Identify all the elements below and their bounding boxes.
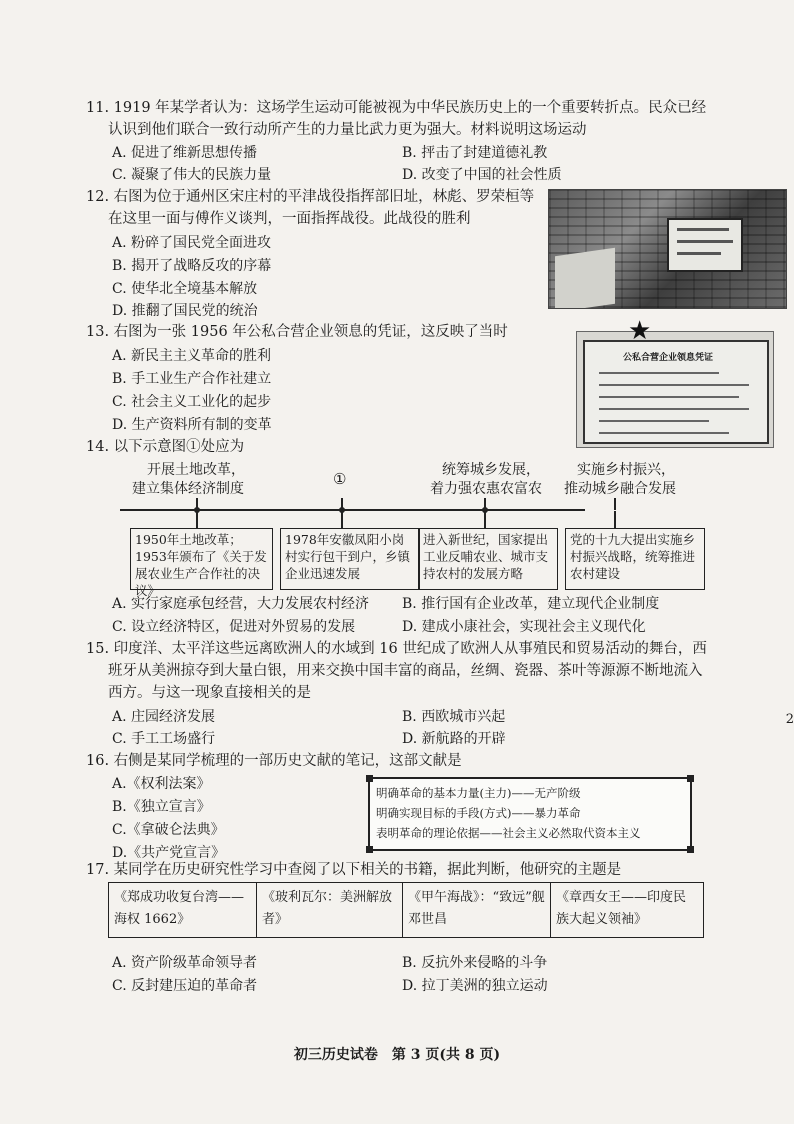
q13-option-d: D. 生产资料所有制的变革 bbox=[112, 417, 272, 433]
q16-option-c: C.《拿破仑法典》 bbox=[112, 822, 225, 838]
q15-option-b: B. 西欧城市兴起 bbox=[402, 709, 506, 725]
q11-option-b: B. 抨击了封建道德礼教 bbox=[402, 145, 548, 161]
q14-option-b: B. 推行国有企业改革，建立现代企业制度 bbox=[402, 596, 660, 612]
q13-option-b: B. 手工业生产合作社建立 bbox=[112, 371, 272, 387]
q13-option-c: C. 社会主义工业化的起步 bbox=[112, 394, 272, 410]
q12-stem-line1: 12. 右图为位于通州区宋庄村的平津战役指挥部旧址，林彪、罗荣桓等 bbox=[86, 189, 535, 205]
timeline-label-1-line2: 建立集体经济制度 bbox=[132, 481, 244, 497]
q12-option-d: D. 推翻了国民党的统治 bbox=[112, 303, 258, 319]
q13-stem-line1: 13. 右图为一张 1956 年公私合营企业领息的凭证，这反映了当时 bbox=[86, 324, 508, 340]
timeline-label-3-line1: 统筹城乡发展， bbox=[442, 462, 540, 478]
edge-page-mark: 2 bbox=[785, 712, 794, 727]
q12-option-a: A. 粉碎了国民党全面进攻 bbox=[112, 235, 272, 251]
timeline-dot-2 bbox=[339, 507, 345, 513]
pin-icon bbox=[687, 846, 694, 853]
q11-option-a: A. 促进了维新思想传播 bbox=[112, 145, 258, 161]
q15-stem-line1: 15. 印度洋、太平洋这些远离欧洲人的水域到 16 世纪成了欧洲人从事殖民和贸易活动的舞台，西 bbox=[86, 641, 707, 657]
q17-option-c: C. 反封建压迫的革命者 bbox=[112, 978, 258, 994]
document-notes-box bbox=[368, 777, 692, 851]
timeline-stem-3 bbox=[484, 511, 486, 528]
q17-option-b: B. 反抗外来侵略的斗争 bbox=[402, 955, 548, 971]
note-line-2: 明确实现目标的手段(方式)——暴力革命 bbox=[376, 806, 581, 820]
q14-option-c: C. 设立经济特区，促进对外贸易的发展 bbox=[112, 619, 356, 635]
timeline-box-1: 1950年土地改革；1953年颁布了《关于发展农业生产合作社的决议》 bbox=[130, 528, 273, 590]
certificate bbox=[583, 340, 769, 444]
q13-option-a: A. 新民主主义革命的胜利 bbox=[112, 348, 272, 364]
q17-option-d: D. 拉丁美洲的独立运动 bbox=[402, 978, 548, 994]
q17-option-a: A. 资产阶级革命领导者 bbox=[112, 955, 258, 971]
timeline-label-3-line2: 着力强农惠农富农 bbox=[430, 481, 542, 497]
q12-stem-line2: 在这里一面与傅作义谈判，一面指挥战役。此战役的胜利 bbox=[108, 211, 471, 227]
page-footer: 初三历史试卷 第 3 页(共 8 页) bbox=[293, 1047, 501, 1063]
timeline-stem-4 bbox=[614, 511, 616, 528]
dividend-certificate-photo bbox=[576, 331, 774, 448]
pin-icon bbox=[366, 775, 373, 782]
timeline-box-2: 1978年安徽凤阳小岗村实行包干到户，乡镇企业迅速发展 bbox=[280, 528, 420, 590]
timeline-dot-3 bbox=[482, 507, 488, 513]
timeline-label-4-line2: 推动城乡融合发展 bbox=[564, 481, 676, 497]
q11-option-c: C. 凝聚了伟大的民族力量 bbox=[112, 167, 272, 183]
pingjin-headquarters-photo bbox=[548, 189, 787, 309]
timeline-box-3: 进入新世纪，国家提出工业反哺农业、城市支持农村的发展方略 bbox=[418, 528, 558, 590]
q15-option-d: D. 新航路的开辟 bbox=[402, 731, 506, 747]
q15-stem-line3: 西方。与这一现象直接相关的是 bbox=[108, 685, 311, 701]
timeline-dot-1 bbox=[194, 507, 200, 513]
q15-option-a: A. 庄园经济发展 bbox=[112, 709, 216, 725]
book-3: 《甲午海战》：“致远”舰邓世昌 bbox=[403, 883, 551, 937]
q11-option-d: D. 改变了中国的社会性质 bbox=[402, 167, 562, 183]
star-icon: ★ bbox=[628, 316, 652, 346]
timeline-label-blank: ① bbox=[333, 470, 347, 488]
timeline-axis bbox=[120, 509, 585, 511]
q15-option-c: C. 手工工场盛行 bbox=[112, 731, 216, 747]
q12-option-b: B. 揭开了战略反攻的序幕 bbox=[112, 258, 272, 274]
timeline-label-1-line1: 开展土地改革， bbox=[147, 462, 245, 478]
timeline-box-4: 党的十九大提出实施乡村振兴战略，统筹推进农村建设 bbox=[565, 528, 705, 590]
q16-option-b: B.《独立宣言》 bbox=[112, 799, 211, 815]
book-list bbox=[108, 882, 704, 938]
q17-stem-line1: 17. 某同学在历史研究性学习中查阅了以下相关的书籍，据此判断，他研究的主题是 bbox=[86, 862, 622, 878]
q12-option-c: C. 使华北全境基本解放 bbox=[112, 281, 258, 297]
memorial-plaque bbox=[667, 218, 743, 272]
q14-option-a: A. 实行家庭承包经营，大力发展农村经济 bbox=[112, 596, 370, 612]
note-line-3: 表明革命的理论依据——社会主义必然取代资本主义 bbox=[376, 826, 641, 840]
pin-icon bbox=[366, 846, 373, 853]
pin-icon bbox=[687, 775, 694, 782]
book-4: 《章西女王——印度民族大起义领袖》 bbox=[556, 890, 687, 927]
timeline-label-4-line1: 实施乡村振兴， bbox=[577, 462, 675, 478]
q15-stem-line2: 班牙从美洲掠夺到大量白银，用来交换中国丰富的商品，丝绸、瓷器、茶叶等源源不断地流入 bbox=[108, 663, 703, 679]
q11-stem-line1: 11. 1919 年某学者认为：这场学生运动可能被视为中华民族历史上的一个重要转折点。民众已经 bbox=[86, 100, 707, 116]
book-2: 《玻利瓦尔：美洲解放者》 bbox=[257, 883, 403, 937]
timeline-stem-1 bbox=[196, 511, 198, 528]
q16-option-d: D.《共产党宣言》 bbox=[112, 845, 226, 861]
door-shape bbox=[555, 248, 615, 309]
certificate-title: 公私合营企业领息凭证 bbox=[623, 353, 714, 363]
timeline-tick-4 bbox=[614, 498, 616, 510]
q16-stem-line1: 16. 右侧是某同学梳理的一部历史文献的笔记，这部文献是 bbox=[86, 753, 462, 769]
q16-option-a: A.《权利法案》 bbox=[112, 776, 211, 792]
note-line-1: 明确革命的基本力量(主力)——无产阶级 bbox=[376, 786, 581, 800]
q14-stem-line1: 14. 以下示意图①处应为 bbox=[86, 439, 245, 455]
q11-stem-line2: 认识到他们联合一致行动所产生的力量比武力更为强大。材料说明这场运动 bbox=[108, 122, 587, 138]
q14-option-d: D. 建成小康社会，实现社会主义现代化 bbox=[402, 619, 646, 635]
timeline-stem-2 bbox=[341, 511, 343, 528]
book-1: 《郑成功收复台湾——海权 1662》 bbox=[109, 883, 257, 937]
